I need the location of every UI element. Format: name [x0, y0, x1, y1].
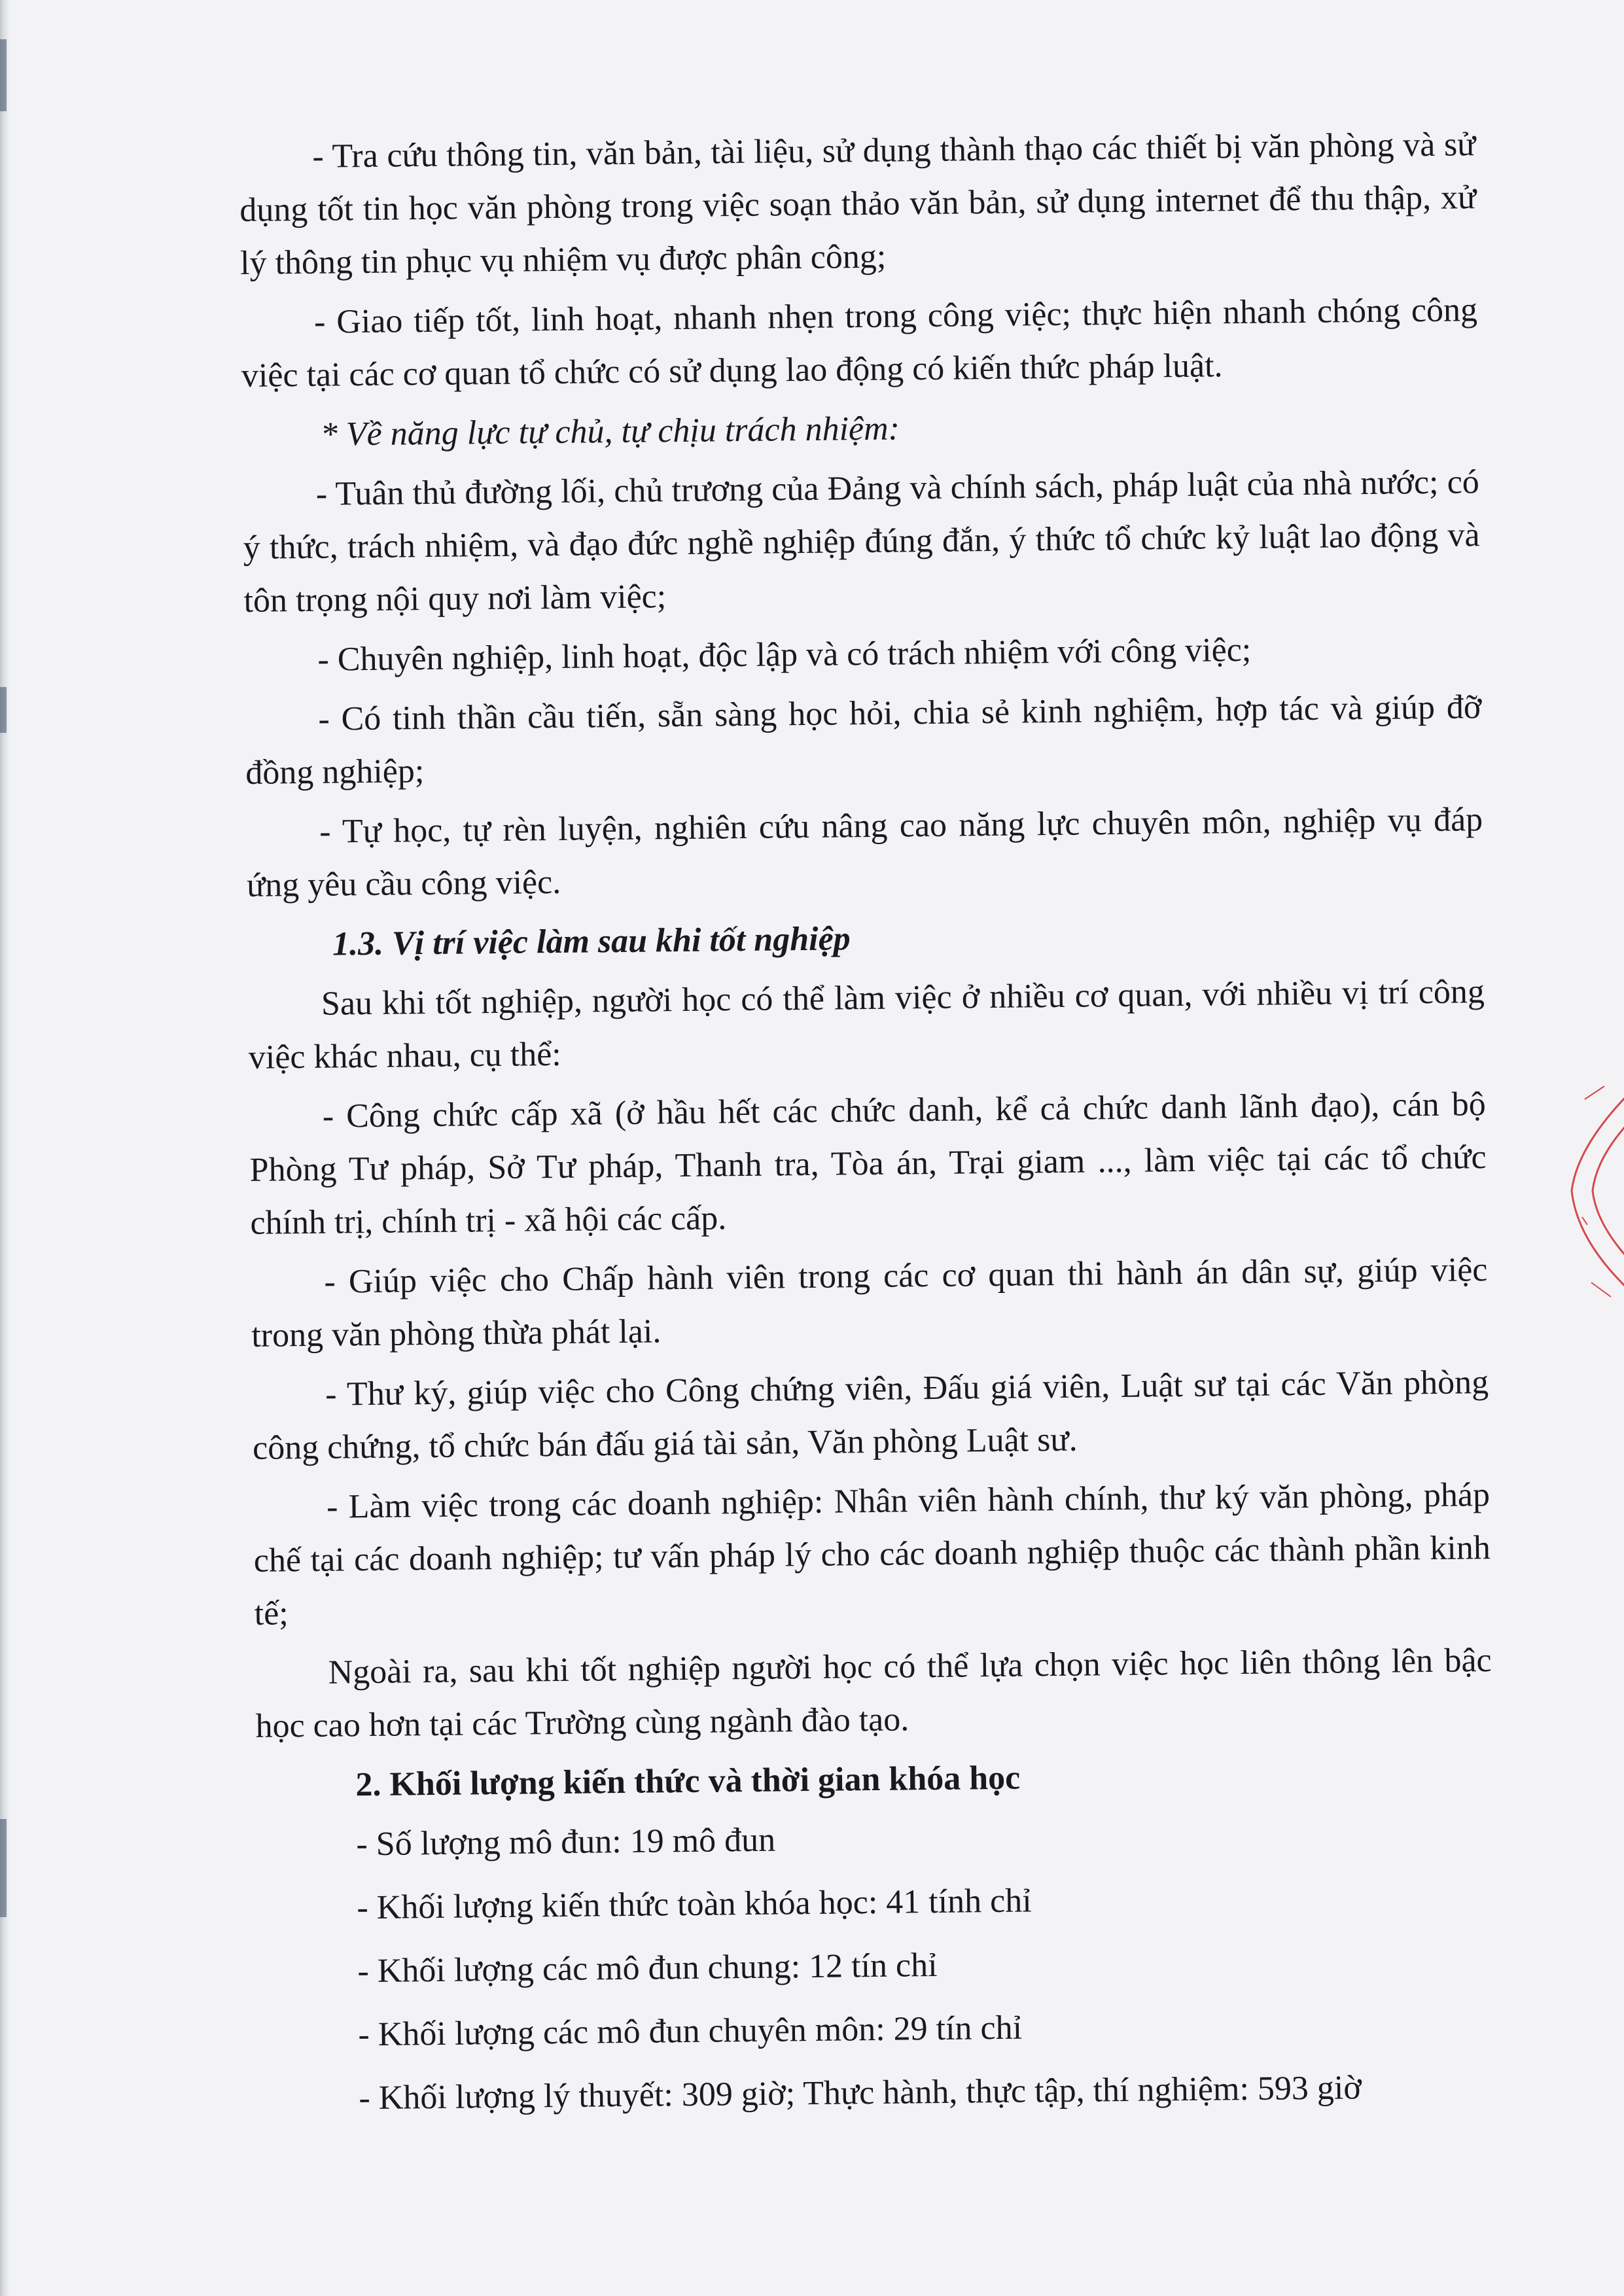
scan-mark [0, 39, 7, 111]
list-item: - Số lượng mô đun: 19 mô đun [356, 1821, 776, 1863]
autonomy-heading: * Về năng lực tự chủ, tự chịu trách nhiệm: [320, 410, 900, 453]
section-2-heading: 2. Khối lượng kiến thức và thời gian khóa học [355, 1759, 1021, 1804]
list-item: - Khối lượng các mô đun chung: 12 tín chỉ [357, 1946, 938, 1990]
list-item: - Làm việc trong các doanh nghiệp: Nhân viên hành chính, thư ký văn phòng, pháp chế tại các doanh nghiệp; tư vấn pháp lý cho các doanh nghiệp thuộc các thành phần kinh tế; [253, 1476, 1491, 1633]
section-1-3-closing: Ngoài ra, sau khi tốt nghiệp người học có thể lựa chọn việc học liên thông lên bậc học cao hơn tại các Trường cùng ngành đào tạo. [255, 1642, 1492, 1745]
list-item: - Khối lượng các mô đun chuyên môn: 29 tín chỉ [358, 2009, 1023, 2054]
list-item: - Khối lượng kiến thức toàn khóa học: 41 tính chỉ [357, 1882, 1032, 1927]
red-seal-stamp-edge [1519, 1060, 1624, 1322]
list-item: - Có tinh thần cầu tiến, sẵn sàng học hỏi, chia sẻ kinh nghiệm, hợp tác và giúp đỡ đồng nghiệp; [245, 688, 1482, 792]
list-item: - Chuyên nghiệp, linh hoạt, độc lập và có trách nhiệm với công việc; [317, 631, 1252, 679]
section-1-3-heading: 1.3. Vị trí việc làm sau khi tốt nghiệp [332, 920, 851, 963]
list-item: - Tự học, tự rèn luyện, nghiên cứu nâng cao năng lực chuyên môn, nghiệp vụ đáp ứng yêu cầu công việc. [246, 801, 1483, 904]
scan-mark [0, 687, 7, 733]
paragraph: - Giao tiếp tốt, linh hoạt, nhanh nhẹn trong công việc; thực hiện nhanh chóng công việc tại các cơ quan tổ chức có sử dụng lao động có kiến thức pháp luật. [241, 291, 1478, 395]
scan-edge-shadow [0, 0, 9, 2296]
list-item: - Khối lượng lý thuyết: 309 giờ; Thực hành, thực tập, thí nghiệm: 593 giờ [359, 2069, 1362, 2117]
document-body [239, 118, 1496, 2136]
scan-mark [0, 1819, 7, 1917]
list-item: - Thư ký, giúp việc cho Công chứng viên, Đấu giá viên, Luật sư tại các Văn phòng công chứng, tổ chức bán đấu giá tài sản, Văn phòng Luật sư. [252, 1364, 1489, 1467]
list-item: - Tuân thủ đường lối, chủ trương của Đảng và chính sách, pháp luật của nhà nước; có ý thức, trách nhiệm, và đạo đức nghề nghiệp đúng đắn, ý thức tổ chức kỷ luật lao động và tôn trọng nội quy nơi làm việc; [243, 463, 1480, 620]
paragraph: - Tra cứu thông tin, văn bản, tài liệu, sử dụng thành thạo các thiết bị văn phòng và sử dụng tốt tin học văn phòng trong việc soạn thảo văn bản, sử dụng internet để thu thập, xử lý thông tin phục vụ nhiệm vụ được phân công; [239, 126, 1477, 282]
list-item: - Giúp việc cho Chấp hành viên trong các cơ quan thi hành án dân sự, giúp việc trong văn phòng thừa phát lại. [251, 1251, 1488, 1354]
list-item: - Công chức cấp xã (ở hầu hết các chức danh, kể cả chức danh lãnh đạo), cán bộ Phòng Tư pháp, Sở Tư pháp, Thanh tra, Tòa án, Trại giam ..., làm việc tại các tổ chức chính trị, chính trị - xã hội các cấp. [249, 1086, 1487, 1242]
section-1-3-intro: Sau khi tốt nghiệp, người học có thể làm việc ở nhiều cơ quan, với nhiều vị trí công việc khác nhau, cụ thể: [248, 973, 1485, 1076]
